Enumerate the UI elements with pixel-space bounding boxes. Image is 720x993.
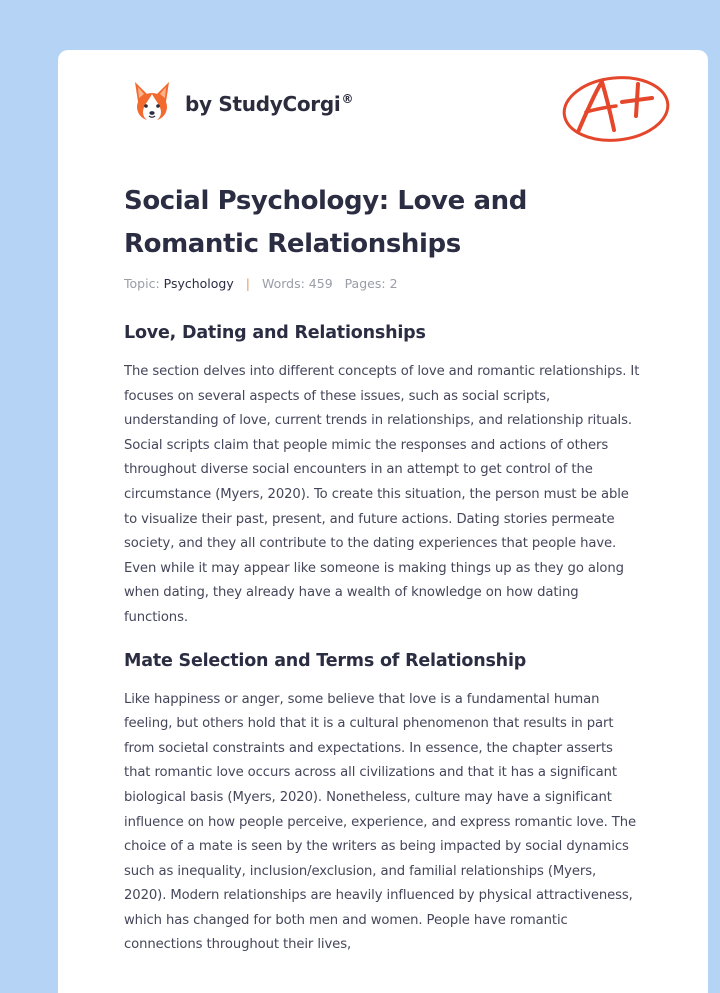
registered-mark: ® (341, 92, 354, 107)
pages-label: Pages: (344, 276, 386, 291)
document-title: Social Psychology: Love and Romantic Relationships (124, 186, 527, 259)
a-plus-stamp-icon (556, 72, 672, 144)
words-value: 459 (308, 276, 333, 291)
section-body: The section delves into different concepts of love and romantic relationships. It focuses on several aspects of these issues, such as social scripts, understanding of love, current trends in relationships, and relationship rituals. Social scripts claim that people mimic the responses and actions of others throughout diverse social encounters in an attempt to get control of the circumstance (Myers, 2020). To create this situation, the person must be able to visualize their past, present, and future actions. Dating stories permeate society, and they all contribute to the dating experiences that people have. Even while it may appear like someone is making things up as they go along when dating, they already have a wealth of knowledge on how dating functions. (124, 364, 640, 625)
section-heading: Love, Dating and Relationships (124, 323, 426, 343)
document-page (58, 50, 708, 993)
pages-value: 2 (389, 276, 398, 291)
page-fade (58, 963, 708, 993)
corgi-icon (132, 80, 172, 124)
brand-name: by StudyCorgi® (185, 92, 354, 116)
topic-label: Topic: (124, 276, 160, 291)
document-meta (124, 276, 642, 291)
studycorgi-logo[interactable] (132, 80, 353, 124)
topic-value[interactable]: Psychology (163, 276, 234, 291)
section-body: Like happiness or anger, some believe that love is a fundamental human feeling, but others hold that it is a cultural phenomenon that results in part from societal constraints and expectations. In essence, the chapter asserts that romantic love occurs across all civilizations and that it has a significant biological basis (Myers, 2020). Nonetheless, culture may have a significant influence on how people perceive, experience, and express romantic love. The choice of a mate is seen by the writers as being impacted by social dynamics such as inequality, inclusion/exclusion, and familial relationships (Myers, 2020). Modern relationships are heavily influenced by physical attractiveness, which has changed for both men and women. People have romantic connections throughout their lives, (124, 691, 637, 953)
meta-separator: | (245, 276, 250, 291)
words-label: Words: (261, 276, 305, 291)
page-header (124, 50, 642, 180)
section-heading: Mate Selection and Terms of Relationship (124, 650, 527, 671)
